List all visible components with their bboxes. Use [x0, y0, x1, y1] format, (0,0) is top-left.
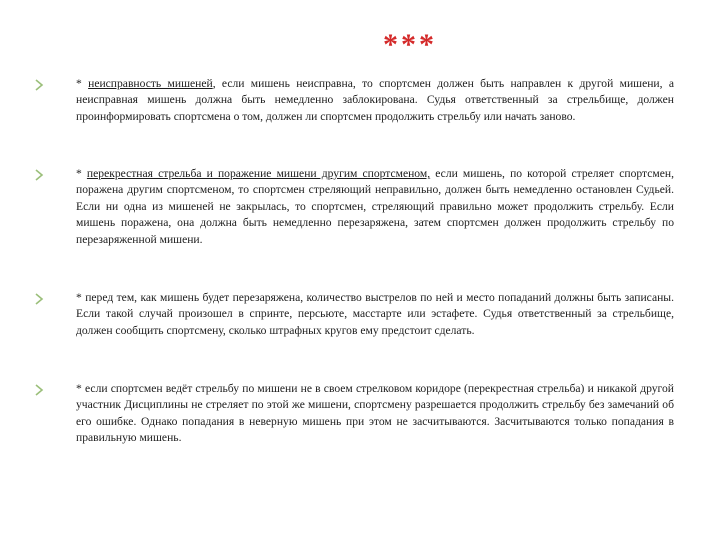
- arrow-bullet-icon: [34, 168, 44, 182]
- bullet-text: * если спортсмен ведёт стрельбу по мишени не в своем стрелковом коридоре (перекрестная стрельба) и никакой другой участник Дисциплины не стреляет по этой же мишени, спортсмену разрешается продолжить стрельбу без замечаний об его ошибке. Однако попадания в неверную мишень при этом не засчитываются. Засчитываются только попадания в правильную мишень.: [76, 382, 674, 445]
- arrow-bullet-icon: [34, 78, 44, 92]
- bullet-text: * перекрестная стрельба и поражение мишени другим спортсменом, если мишень, по которой стреляет спортсмен, поражена другим спортсменом, то спортсмен стреляющий неправильно, должен быть немедленно остановлен Судьей. Если ни одна из мишеней не закрылась, то спортсмен, стреляющий правильно может продолжить стрельбу. Если мишень поражена, она должна быть немедленно перезаряжена, затем спортсмен должен продолжить стрельбу по перезаряженной мишени.: [76, 167, 674, 246]
- bullet-text: * перед тем, как мишень будет перезаряжена, количество выстрелов по ней и место попаданий должны быть записаны. Если такой случай произошел в спринте, персьюте, масстарте или эстафете. Судья ответственный за стрельбище, должен сообщить спортсмену, сколько штрафных кругов ему предстоит сделать.: [76, 291, 674, 337]
- arrow-bullet-icon: [34, 383, 44, 397]
- bullet-underlined-term: неисправность мишеней: [88, 77, 213, 90]
- bullet-underlined-term: перекрестная стрельба и поражение мишени другим спортсменом,: [86, 167, 431, 180]
- slide-title: ***: [383, 28, 437, 61]
- arrow-bullet-icon: [34, 292, 44, 306]
- bullet-text: * неисправность мишеней, если мишень неисправна, то спортсмен должен быть направлен к другой мишени, а неисправная мишень должна быть немедленно заблокирована. Судья ответственный за стрельбище, должен проинформировать спортсмена о том, должен ли спортсмен продолжить стрельбу или начать заново.: [76, 77, 674, 123]
